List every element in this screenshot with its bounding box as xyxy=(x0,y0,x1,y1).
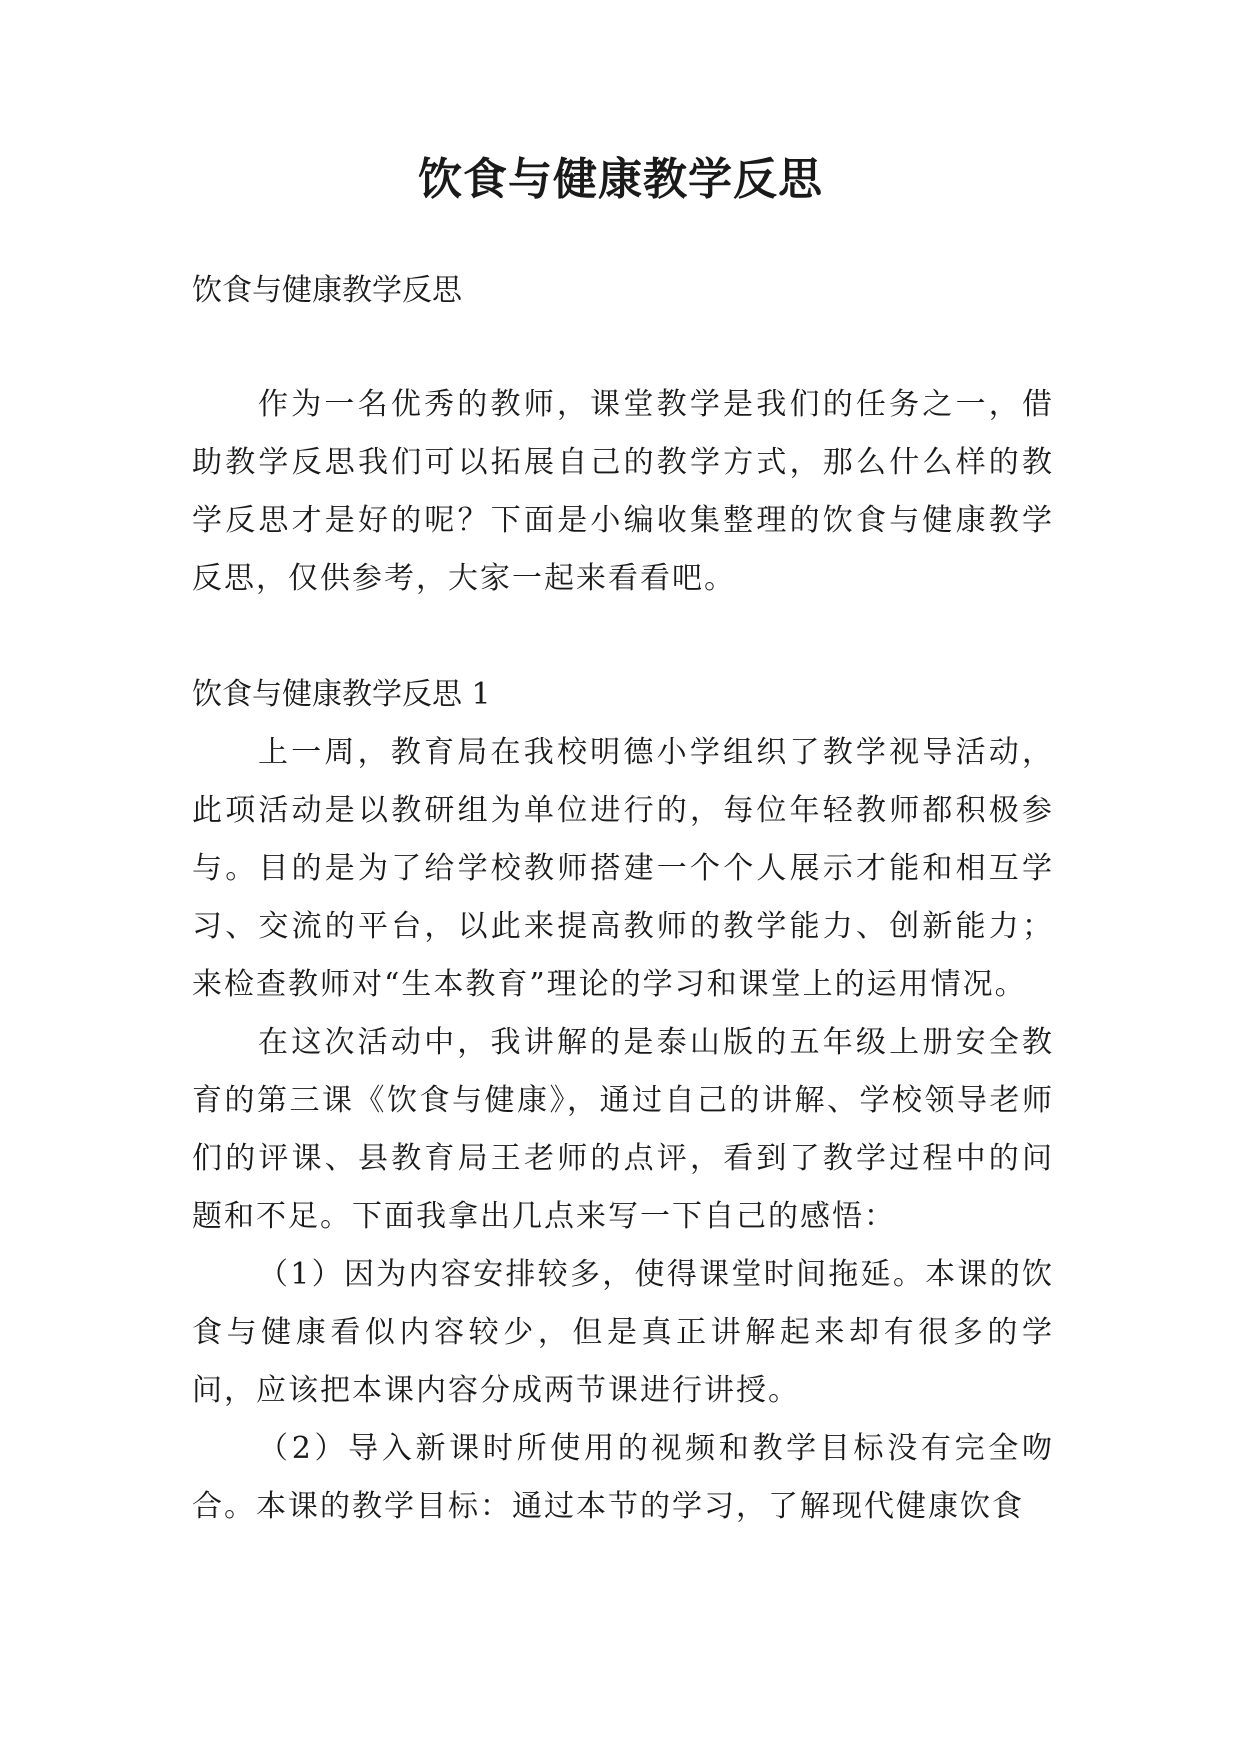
document-subtitle: 饮食与健康教学反思 xyxy=(192,273,462,308)
body-paragraph: 上一周，教育局在我校明德小学组织了教学视导活动，此项活动是以教研组为单位进行的，每位年轻教师都积极参与。目的是为了给学校教师搭建一个个人展示才能和相互学习、交流的平台，以此来提高教师的教学能力、创新能力；来检查教师对“生本教育”理论的学习和课堂上的运用情况。 xyxy=(192,735,1054,1002)
body-paragraph: （2）导入新课时所使用的视频和教学目标没有完全吻合。本课的教学目标：通过本节的学习，了解现代健康饮食 xyxy=(192,1431,1054,1524)
document-title: 饮食与健康教学反思 xyxy=(418,154,823,205)
document-body xyxy=(192,262,1054,1536)
intro-paragraph: 作为一名优秀的教师，课堂教学是我们的任务之一，借助教学反思我们可以拓展自己的教学方式，那么什么样的教学反思才是好的呢？下面是小编收集整理的饮食与健康教学反思，仅供参考，大家一起来看看吧。 xyxy=(192,387,1054,596)
body-paragraph: 在这次活动中，我讲解的是泰山版的五年级上册安全教育的第三课《饮食与健康》，通过自己的讲解、学校领导老师们的评课、县教育局王老师的点评，看到了教学过程中的问题和不足。下面我拿出几点来写一下自己的感悟： xyxy=(192,1025,1054,1234)
body-paragraph: （1）因为内容安排较多，使得课堂时间拖延。本课的饮食与健康看似内容较少，但是真正讲解起来却有很多的学问，应该把本课内容分成两节课进行讲授。 xyxy=(192,1257,1054,1408)
section-heading: 饮食与健康教学反思 1 xyxy=(192,677,491,712)
